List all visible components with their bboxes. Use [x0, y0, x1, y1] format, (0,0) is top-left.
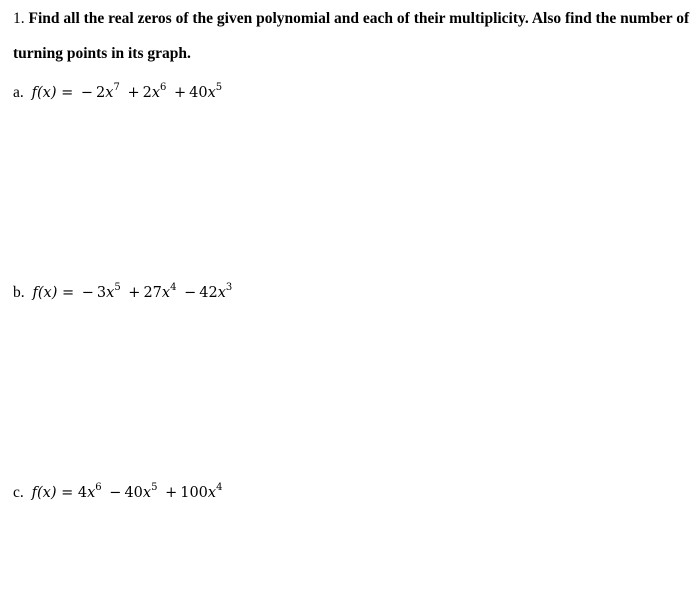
polynomial-expression [31, 82, 223, 101]
polynomial-expression [31, 482, 223, 501]
polynomial-term: − $42x^3$ [184, 282, 233, 301]
part-b [13, 283, 232, 303]
function-lhs: f(x) = [31, 485, 74, 501]
function-lhs: f(x) = [32, 285, 75, 301]
part-a [13, 83, 222, 103]
question-number: 1. [13, 10, 25, 27]
part-label: a. [13, 84, 24, 101]
polynomial-term: + $40x^5$ [174, 82, 223, 101]
question-heading-line-1 [13, 9, 689, 29]
polynomial-term: − $3x^5$ [81, 282, 121, 301]
part-label: b. [13, 284, 25, 301]
question-heading-line-2 [13, 44, 191, 64]
polynomial-term: − $2x^7$ [80, 82, 120, 101]
polynomial-term: + $27x^4$ [128, 282, 177, 301]
polynomial-term: − $40x^5$ [109, 482, 158, 501]
part-label: c. [13, 484, 24, 501]
part-c [13, 483, 222, 503]
polynomial-expression [32, 282, 233, 301]
question-text-line-2: turning points in its graph. [13, 45, 191, 62]
polynomial-term: + $2x^6$ [127, 82, 167, 101]
polynomial-term: + $100x^4$ [165, 482, 223, 501]
polynomial-term: $4x^6$ [77, 482, 102, 501]
question-text-line-1: Find all the real zeros of the given polynomial and each of their multiplicity. Also find the number of [28, 10, 690, 27]
function-lhs: f(x) = [31, 85, 74, 101]
